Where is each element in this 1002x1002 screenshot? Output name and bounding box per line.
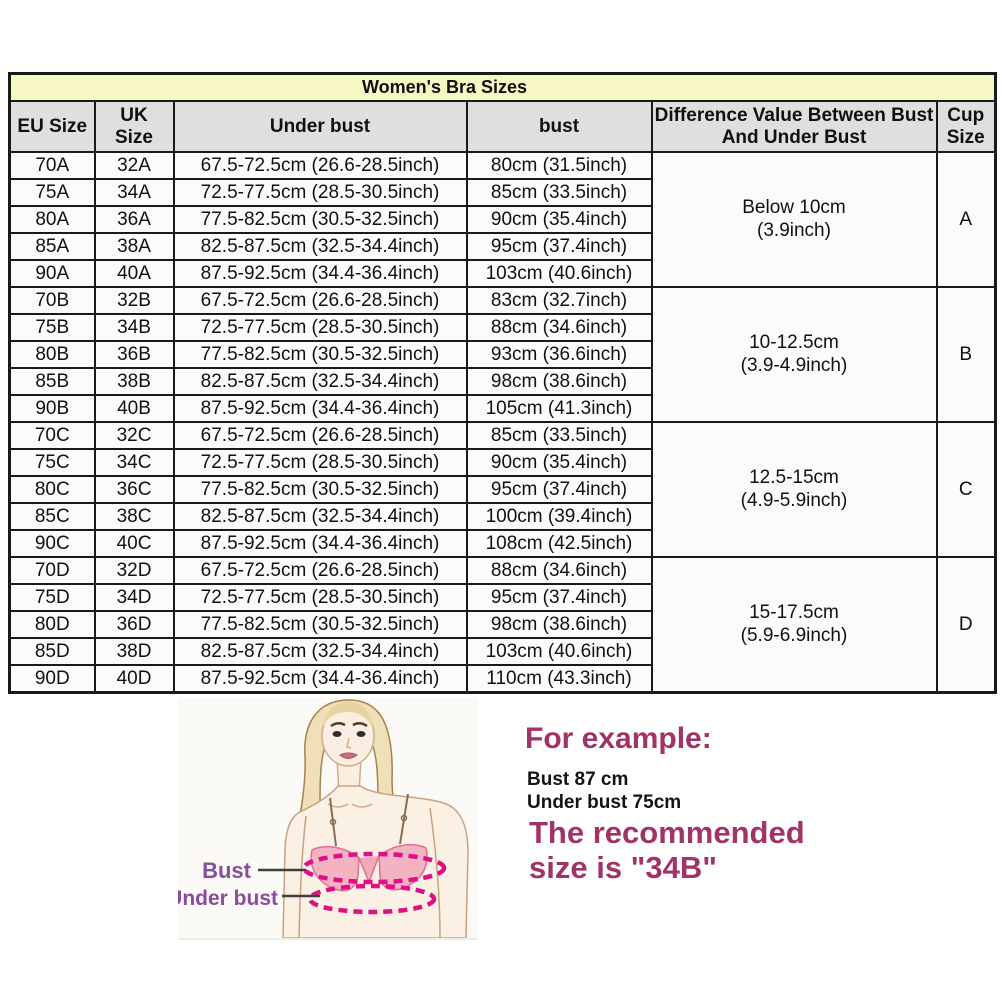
eu-size-cell: 75C [10, 449, 95, 476]
bust-cell: 80cm (31.5inch) [467, 152, 652, 179]
bust-cell: 88cm (34.6inch) [467, 557, 652, 584]
uk-size-cell: 40A [95, 260, 174, 287]
difference-cell [652, 287, 937, 422]
eu-size-cell: 85D [10, 638, 95, 665]
under-bust-cell: 72.5-77.5cm (28.5-30.5inch) [174, 314, 467, 341]
under-bust-cell: 87.5-92.5cm (34.4-36.4inch) [174, 395, 467, 422]
cup-size-cell: D [937, 557, 996, 693]
header-difference: Difference Value Between Bust And Under Bust [652, 101, 937, 152]
uk-size-cell: 40D [95, 665, 174, 693]
under-bust-cell: 67.5-72.5cm (26.6-28.5inch) [174, 422, 467, 449]
header-cup-size: Cup Size [937, 101, 996, 152]
eu-size-cell: 85B [10, 368, 95, 395]
left-eye [333, 731, 342, 737]
eu-size-cell: 70B [10, 287, 95, 314]
uk-size-cell: 34D [95, 584, 174, 611]
header-bust: bust [467, 101, 652, 152]
eu-size-cell: 70A [10, 152, 95, 179]
uk-size-cell: 36B [95, 341, 174, 368]
under-bust-cell: 67.5-72.5cm (26.6-28.5inch) [174, 152, 467, 179]
eu-size-cell: 80A [10, 206, 95, 233]
bust-cell: 103cm (40.6inch) [467, 638, 652, 665]
bust-cell: 90cm (35.4inch) [467, 449, 652, 476]
difference-line2: (3.9inch) [757, 219, 831, 241]
table-title: Women's Bra Sizes [10, 74, 996, 102]
bra-size-table [8, 72, 997, 694]
difference-line2: (3.9-4.9inch) [740, 354, 848, 376]
recommended-line1: The recommended [529, 815, 805, 850]
eu-size-cell: 85A [10, 233, 95, 260]
under-bust-cell: 82.5-87.5cm (32.5-34.4inch) [174, 503, 467, 530]
eu-size-cell: 80D [10, 611, 95, 638]
example-under-bust-line: Under bust 75cm [527, 792, 682, 813]
woman-sketch [178, 698, 478, 938]
under-bust-cell: 72.5-77.5cm (28.5-30.5inch) [174, 179, 467, 206]
uk-size-cell: 32C [95, 422, 174, 449]
cup-size-cell: C [937, 422, 996, 557]
difference-line1: 10-12.5cm [749, 331, 839, 353]
bust-cell: 90cm (35.4inch) [467, 206, 652, 233]
eu-size-cell: 90B [10, 395, 95, 422]
example-measurements [527, 768, 681, 814]
under-bust-label: Under bust [178, 887, 278, 910]
eu-size-cell: 85C [10, 503, 95, 530]
bust-cell: 95cm (37.4inch) [467, 584, 652, 611]
table-row [10, 287, 996, 314]
uk-size-cell: 38D [95, 638, 174, 665]
bust-cell: 85cm (33.5inch) [467, 422, 652, 449]
bust-cell: 88cm (34.6inch) [467, 314, 652, 341]
uk-size-cell: 40C [95, 530, 174, 557]
difference-line2: (4.9-5.9inch) [740, 489, 848, 511]
header-under-bust: Under bust [174, 101, 467, 152]
eu-size-cell: 80C [10, 476, 95, 503]
example-bust-line: Bust 87 cm [527, 769, 629, 790]
uk-size-cell: 36D [95, 611, 174, 638]
bust-cell: 95cm (37.4inch) [467, 233, 652, 260]
table-row [10, 557, 996, 584]
under-bust-cell: 77.5-82.5cm (30.5-32.5inch) [174, 611, 467, 638]
bust-cell: 95cm (37.4inch) [467, 476, 652, 503]
under-bust-cell: 82.5-87.5cm (32.5-34.4inch) [174, 638, 467, 665]
uk-size-cell: 32B [95, 287, 174, 314]
example-heading: For example: [525, 722, 712, 755]
under-bust-cell: 87.5-92.5cm (34.4-36.4inch) [174, 665, 467, 693]
uk-size-cell: 36A [95, 206, 174, 233]
bust-cell: 98cm (38.6inch) [467, 368, 652, 395]
table-row [10, 152, 996, 179]
uk-size-cell: 40B [95, 395, 174, 422]
difference-line1: Below 10cm [742, 196, 846, 218]
measurement-illustration [178, 698, 478, 940]
difference-line2: (5.9-6.9inch) [740, 624, 848, 646]
uk-size-cell: 32D [95, 557, 174, 584]
eu-size-cell: 75A [10, 179, 95, 206]
uk-size-cell: 36C [95, 476, 174, 503]
bust-cell: 110cm (43.3inch) [467, 665, 652, 693]
table-title-row [10, 74, 996, 102]
bust-cell: 93cm (36.6inch) [467, 341, 652, 368]
under-bust-cell: 67.5-72.5cm (26.6-28.5inch) [174, 287, 467, 314]
under-bust-cell: 72.5-77.5cm (28.5-30.5inch) [174, 584, 467, 611]
eu-size-cell: 90D [10, 665, 95, 693]
under-bust-cell: 67.5-72.5cm (26.6-28.5inch) [174, 557, 467, 584]
uk-size-cell: 34B [95, 314, 174, 341]
under-bust-cell: 77.5-82.5cm (30.5-32.5inch) [174, 476, 467, 503]
eu-size-cell: 75B [10, 314, 95, 341]
difference-cell [652, 557, 937, 693]
bust-cell: 98cm (38.6inch) [467, 611, 652, 638]
bust-label: Bust [202, 858, 251, 883]
difference-line1: 15-17.5cm [749, 601, 839, 623]
eu-size-cell: 70D [10, 557, 95, 584]
table-row [10, 422, 996, 449]
bust-cell: 108cm (42.5inch) [467, 530, 652, 557]
under-bust-cell: 82.5-87.5cm (32.5-34.4inch) [174, 368, 467, 395]
bust-cell: 85cm (33.5inch) [467, 179, 652, 206]
bust-cell: 100cm (39.4inch) [467, 503, 652, 530]
eu-size-cell: 80B [10, 341, 95, 368]
difference-cell [652, 152, 937, 287]
bust-cell: 83cm (32.7inch) [467, 287, 652, 314]
uk-size-cell: 34C [95, 449, 174, 476]
under-bust-cell: 77.5-82.5cm (30.5-32.5inch) [174, 206, 467, 233]
under-bust-cell: 77.5-82.5cm (30.5-32.5inch) [174, 341, 467, 368]
header-uk-size: UK Size [95, 101, 174, 152]
under-bust-cell: 87.5-92.5cm (34.4-36.4inch) [174, 530, 467, 557]
eu-size-cell: 90A [10, 260, 95, 287]
cup-size-cell: A [937, 152, 996, 287]
recommended-line2: size is "34B" [529, 850, 717, 885]
difference-cell [652, 422, 937, 557]
under-bust-cell: 87.5-92.5cm (34.4-36.4inch) [174, 260, 467, 287]
uk-size-cell: 38B [95, 368, 174, 395]
eu-size-cell: 75D [10, 584, 95, 611]
under-bust-cell: 72.5-77.5cm (28.5-30.5inch) [174, 449, 467, 476]
difference-line1: 12.5-15cm [749, 466, 839, 488]
table-header-row [10, 101, 996, 152]
under-bust-cell: 82.5-87.5cm (32.5-34.4inch) [174, 233, 467, 260]
cup-size-cell: B [937, 287, 996, 422]
uk-size-cell: 34A [95, 179, 174, 206]
uk-size-cell: 32A [95, 152, 174, 179]
header-eu-size: EU Size [10, 101, 95, 152]
bust-cell: 105cm (41.3inch) [467, 395, 652, 422]
recommended-size-text [529, 815, 805, 885]
uk-size-cell: 38A [95, 233, 174, 260]
right-eye [357, 731, 366, 737]
eu-size-cell: 90C [10, 530, 95, 557]
uk-size-cell: 38C [95, 503, 174, 530]
eu-size-cell: 70C [10, 422, 95, 449]
bust-cell: 103cm (40.6inch) [467, 260, 652, 287]
